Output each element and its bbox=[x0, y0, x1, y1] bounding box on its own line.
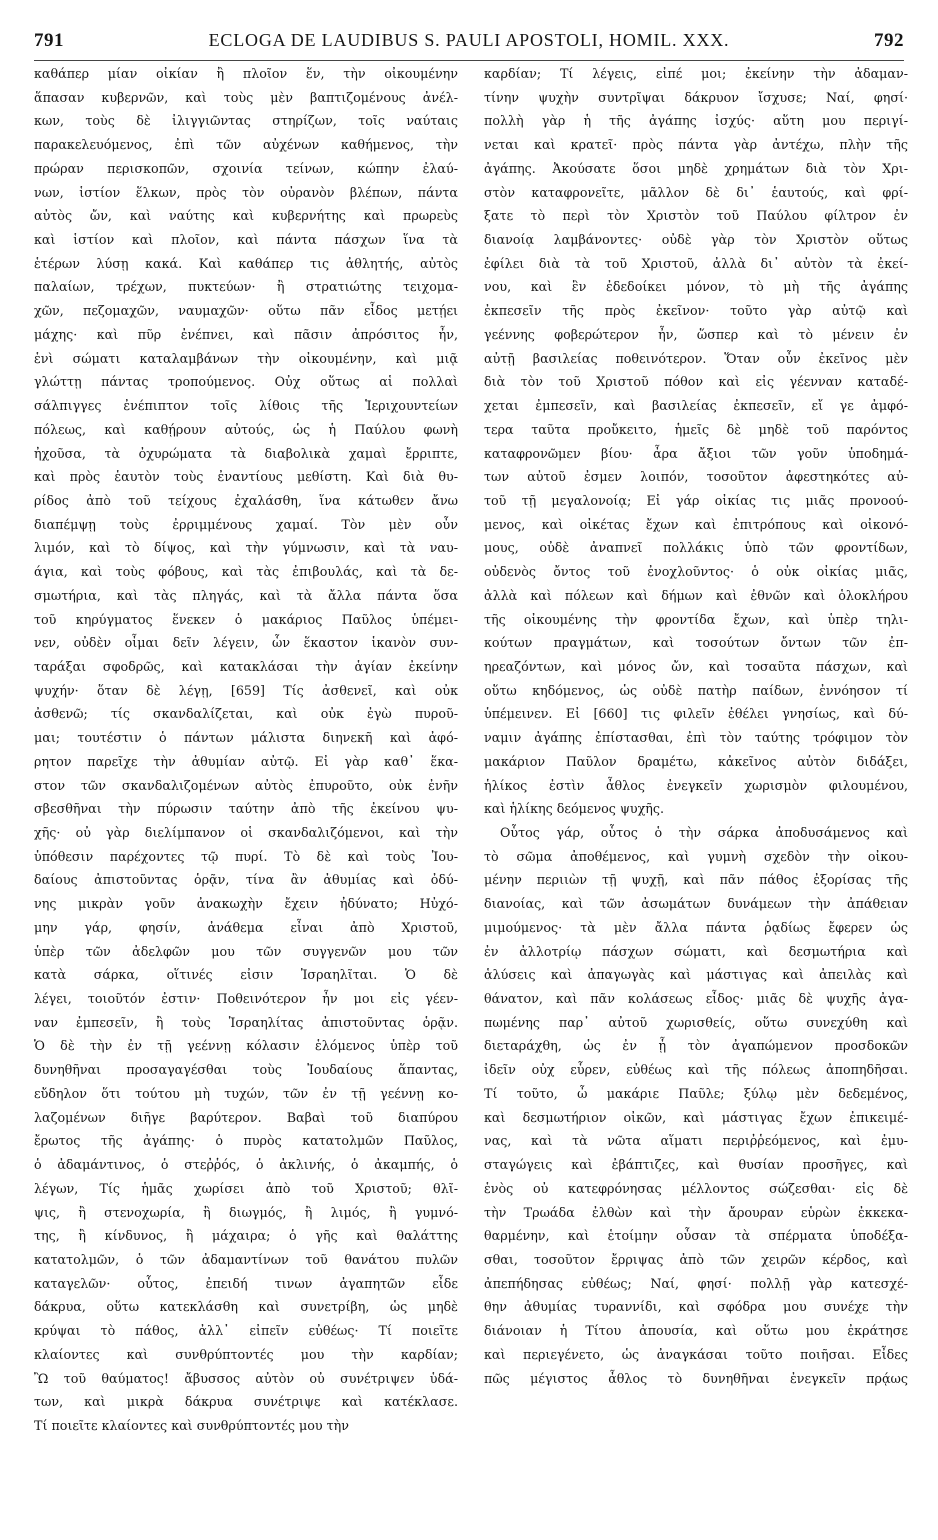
text-line: ναμιν ἀγάπης ἐπίστασθαι, ἐπὶ τὸν ταύτης τρόφιμον τὸν bbox=[484, 730, 908, 746]
text-line: καρδίαν; Τί λέγεις, εἰπέ μοι; ἐκείνην τὴν ἀδαμαν- bbox=[484, 66, 908, 81]
text-line: νεν, οὐδὲν οἶμαι δεῖν λέγειν, ὧν ἕκαστον ἱκανὸν συν- bbox=[34, 635, 458, 651]
text-line: λέγων, Τίς ἡμᾶς χωρίσει ἀπὸ τοῦ Χριστοῦ; θλῖ- bbox=[34, 1180, 458, 1196]
text-line: διανοίας, καὶ τῶν ἀσωμάτων δυνάμεων τὴν ἀπάθειαν bbox=[484, 896, 908, 912]
text-line: καταγελῶν· οὗτος, ἐπειδή τινων ἀγαπητῶν εἶδε bbox=[34, 1275, 458, 1291]
running-header bbox=[34, 30, 904, 61]
text-line: ἀσθενῶ; τίς σκανδαλίζεται, καὶ οὐκ ἐγὼ πυροῦ- bbox=[34, 706, 458, 722]
text-line: ἀλλὰ καὶ πόλεων καὶ δήμων καὶ ἐθνῶν καὶ ὁλοκλήρου bbox=[484, 587, 908, 603]
text-line: άγια, καὶ τοὺς φόβους, καὶ τὰς ἐπιβουλάς, καὶ τὰ δε- bbox=[34, 564, 458, 580]
text-line: πρώραν περισκοπῶν, σχοινία τείνων, κώπην ἐλαύ- bbox=[34, 160, 458, 176]
text-line: Ὢ τοῦ θαύματος! ἄβυσσος αὐτὸν οὐ συνέτριψεν ὑδά- bbox=[34, 1370, 458, 1386]
text-line: λέγει, τοιοῦτόν ἐστιν· Ποθεινότερον ἦν μοι εἰς γέεν- bbox=[34, 991, 458, 1007]
text-line: καὶ ἡλίκης δεόμενος ψυχῆς. bbox=[484, 801, 665, 817]
text-line: καὶ δεσμωτήριον οἰκῶν, καὶ μάστιγας ἔχων ἐπικειμέ- bbox=[484, 1109, 908, 1125]
text-line: διανοίᾳ λαμβάνοντες· οὐδὲ γὰρ τὸν Χριστὸν οὕτως bbox=[484, 232, 908, 248]
text-line: θαρμένην, καὶ ἑτοίμην οὖσαν τὰ σπέρματα ὑποδέξα- bbox=[484, 1228, 908, 1244]
text-line: σάλπιγγες ἐνέπιπτον τοῖς λίθοις τῆς Ἱεριχουντείων bbox=[34, 398, 458, 414]
text-line: ἑνὶ σώματι καταλαμβάνων τὴν οἰκουμένην, καὶ μιᾷ bbox=[34, 350, 458, 366]
text-line: ἐν ἀλλοτρίῳ πάσχων σώματι, καὶ δεσμωτήρια καὶ bbox=[484, 943, 908, 959]
text-line: νας, καὶ τὰ νῶτα αἵματι περιῤῥεόμενος, καὶ ἐμυ- bbox=[484, 1133, 908, 1149]
text-line: των αὐτοῦ ἐσμεν λοιπόν, τοσοῦτον ἀφεστηκότες αὐ- bbox=[484, 469, 908, 485]
text-line: Ὁ δὲ τὴν ἐν τῇ γεέννῃ κόλασιν ἑλόμενος ὑπὲρ τοῦ bbox=[34, 1038, 458, 1054]
text-line: θην ἀθυμίας τυραννίδι, καὶ σφόδρα μου συνέχε τὴν bbox=[484, 1299, 908, 1315]
text-line: οὐδενὸς ὄντος τοῦ ἐνοχλοῦντος· ὁ οὐκ οἰκίας μιᾶς, bbox=[484, 564, 908, 580]
text-line: ἰδεῖν οὐχ εὗρεν, εὐθέως καὶ τῆς πόλεως ἀποπηδῆσαι. bbox=[484, 1062, 908, 1078]
text-line: καταφρονῶμεν βίου· ἆρα ἄξιοι τῶν γοῦν ὑποδημά- bbox=[484, 445, 908, 461]
text-line: ηρεαζόντων, καὶ μόνος ὤν, καὶ τοσαῦτα πάσχων, καὶ bbox=[484, 658, 908, 674]
text-line: παρακελευόμενος, ἐπὶ τῶν αὐχένων καθήμενος, τὴν bbox=[34, 137, 458, 153]
text-line: καθάπερ μίαν οἰκίαν ἢ πλοῖον ἕν, τὴν οἰκουμένην bbox=[34, 66, 458, 81]
text-line: δαίους ἀπιστοῦντας ὁρᾷν, τίνα ἂν ἀθυμίας καὶ ὀδύ- bbox=[34, 872, 458, 888]
text-line: γλώττῃ πάντας τροπούμενος. Οὐχ οὕτως αἱ πολλαὶ bbox=[34, 374, 458, 390]
text-line: μένην περιιὼν τῇ ψυχῇ, καὶ πᾶν πάθος ἐξορίσας τῆς bbox=[484, 872, 908, 888]
text-line: πωμένης παρ᾽ αὐτοῦ χωρισθείς, οὕτω συνεχύθη καὶ bbox=[484, 1014, 908, 1030]
text-line: πολλὴ γὰρ ἡ τῆς ἀγάπης ἰσχύς· αὕτη μου περιγί- bbox=[484, 113, 908, 129]
text-line: μους, οὐδὲ ἀναπνεῖ πολλάκις ὑπὸ τῶν φροντίδων, bbox=[484, 540, 908, 556]
text-line: χῆς· οὐ γὰρ διελίμπανον οἱ σκανδαλιζόμενοι, καὶ τὴν bbox=[34, 825, 458, 840]
text-line: λαζομένων διῆγε βαρύτερον. Βαβαὶ τοῦ διαπύρου bbox=[34, 1109, 458, 1125]
text-line: ἁλύσεις καὶ ἀπαγωγὰς καὶ μάστιγας καὶ ἀπειλὰς καὶ bbox=[484, 967, 908, 983]
text-line: διεταράχθη, ὡς ἐν ᾗ τὸν ἀγαπώμενον προσδοκῶν bbox=[484, 1038, 908, 1054]
text-line: λιμόν, καὶ τὸ δίψος, καὶ τὴν γύμνωσιν, καὶ τὰ ναυ- bbox=[34, 540, 458, 556]
text-line: ἑτέρων λύσῃ κακά. Καὶ καθάπερ τις ἀθλητής, αὐτὸς bbox=[34, 255, 458, 271]
text-line: τὴν Τρωάδα ἐλθὼν καὶ τὴν ἄρουραν εὑρὼν ἐκκεκα- bbox=[484, 1204, 908, 1220]
text-line: καὶ περιεγένετο, ὡς ἀναγκάσαι τοῦτο ποιῆσαι. Εἶδες bbox=[484, 1346, 908, 1362]
text-line: ἀπεπήδησας εὐθέως; Ναί, φησί· πολλῇ γὰρ κατεσχέ- bbox=[484, 1275, 908, 1291]
text-line: παλαίων, τρέχων, πυκτεύων· ἢ στρατιώτης τειχομα- bbox=[34, 279, 458, 295]
text-line: εὔδηλον ὅτι τούτου μὴ τυχών, τῶν ἐν τῇ γεέννῃ κο- bbox=[34, 1085, 458, 1101]
text-line: τοῦ τῇ μεγαλονοίᾳ; Εἰ γάρ οἰκίας τις μιᾶς προνοού- bbox=[484, 492, 908, 508]
text-line: κατατολμῶν, ὁ τῶν ἀδαμαντίνων τοῦ θανάτου πυλῶν bbox=[34, 1251, 458, 1267]
text-line: νων, ἱστίον ἕλκων, πρὸς τὸν οὐρανὸν βλέπων, πάντα bbox=[34, 184, 458, 200]
running-title: ECLOGA DE LAUDIBUS S. PAULI APOSTOLI, HOMIL. XXX. bbox=[208, 30, 730, 50]
text-line: θάνατον, καὶ πᾶν κολάσεως εἶδος· μιᾶς δὲ ψυχῆς ἀγα- bbox=[484, 991, 908, 1007]
text-line: στὸν καταφρονεῖτε, μᾶλλον δὲ δι᾽ ἑαυτούς, καὶ φρί- bbox=[484, 184, 908, 200]
text-line: μαι; τουτέστιν ὁ πάντων μάλιστα διηνεκῆ καὶ ἀφό- bbox=[34, 730, 458, 746]
text-line: πόλεως, καὶ καθῄρουν αὐτούς, ὡς ἡ Παύλου φωνὴ bbox=[34, 421, 458, 437]
text-line: ρητον παρεῖχε τὴν ἀθυμίαν αὐτῷ. Εἰ γὰρ καθ᾽ ἕκα- bbox=[34, 753, 458, 769]
text-line: σθαι, τοσοῦτον ἔρριψας ἀπὸ τῶν χειρῶν κέρδος, καὶ bbox=[484, 1251, 908, 1267]
text-line: ξατε τὸ περὶ τὸν Χριστὸν τοῦ Παύλου φίλτρον ἐν bbox=[484, 208, 908, 224]
text-line: στον τῶν σκανδαλιζομένων αὐτὸς ἐπυροῦτο, οὐκ ἐνῆν bbox=[34, 777, 458, 793]
text-line: ὑπόθεσιν παρέχοντες τῷ πυρί. Τὸ δὲ καὶ τοὺς Ἰου- bbox=[34, 848, 458, 864]
text-line: ἡλίκος ἐστὶν ἆθλος ἐνεγκεῖν χωρισμὸν φιλουμένου, bbox=[484, 777, 908, 793]
text-line: τῆς οἰκουμένης τὴν φροντίδα ἔχων, καὶ ὑπὲρ τηλι- bbox=[484, 611, 908, 627]
text-line: σμωτήρια, καὶ τὰς πληγάς, καὶ τὰ ἄλλα πάντα ὅσα bbox=[34, 587, 458, 603]
text-line: ὁ ἀδαμάντινος, ὁ στεῤῥός, ὁ ἀκλινής, ὁ ἀκαμπής, ὁ bbox=[34, 1157, 458, 1173]
text-line: τίνην ψυχὴν συντρῖψαι δάκρυον ἴσχυσε; Ναί, φησί· bbox=[484, 89, 908, 105]
text-line: νεται καὶ κρατεῖ· πρὸς πάντα γὰρ ἀντέχω, πλὴν τῆς bbox=[484, 137, 908, 153]
left-column bbox=[34, 62, 458, 1438]
text-line: χεται ἐμπεσεῖν, καὶ βασιλείας ἐκπεσεῖν, εἴ γε ἀμφό- bbox=[484, 398, 908, 414]
text-line: μενος, καὶ οἰκέτας ἔχων καὶ ἐπιτρόπους καὶ οἰκονό- bbox=[484, 516, 908, 532]
text-line: νης μικρὰν γοῦν ἀνακωχὴν ἔχειν ἠδύνατο; Ηὐχό- bbox=[34, 896, 458, 912]
text-line: διαπέμψῃ τοὺς ἐρριμμένους χαμαί. Τὸν μὲν οὖν bbox=[34, 516, 458, 532]
text-line: ὑπέμεινεν. Εἰ [660] τις φιλεῖν ἐθέλει γνησίως, καὶ δύ- bbox=[484, 706, 908, 722]
text-line: κατὰ σάρκα, οἵτινές εἰσιν Ἰσραηλῖται. Ὁ δὲ bbox=[34, 967, 458, 983]
text-line: διάνοιαν ἡ Τίτου ἀπουσία, καὶ οὕτω μου ἐκράτησε bbox=[484, 1323, 908, 1339]
text-line: Τί τοῦτο, ὦ μακάριε Παῦλε; ξύλῳ μὲν δεδεμένος, bbox=[484, 1085, 908, 1101]
text-line: καὶ πρὸς ἑαυτὸν τοὺς ἐναντίους μεθίστη. Καὶ διὰ θυ- bbox=[34, 469, 458, 485]
right-column bbox=[484, 62, 908, 1390]
text-line: δυνηθῆναι προσαγαγέσθαι τοὺς Ἰουδαίους ἅπαντας, bbox=[34, 1062, 458, 1078]
page-number-left: 791 bbox=[34, 30, 64, 51]
text-line: ἅπασαν κυβερνῶν, καὶ τοὺς μὲν βαπτιζομένους ἀνέλ- bbox=[34, 89, 458, 105]
text-line: κλαίοντες καὶ συνθρύπτοντές μου τὴν καρδίαν; bbox=[34, 1346, 458, 1362]
text-line: ὑπὲρ τῶν ἀδελφῶν μου τῶν συγγενῶν μου τῶν bbox=[34, 943, 458, 959]
text-line: κων, τοὺς δὲ ἰλιγγιῶντας στηρίζων, τοῖς ναύταις bbox=[34, 113, 458, 129]
text-line: νου, καὶ ἓν ἐδεδοίκει μόνον, τὸ μὴ τῆς ἀγάπης bbox=[484, 279, 908, 295]
text-line: ἐκπεσεῖν τῆς πρὸς ἐκεῖνον· τοῦτο γὰρ αὐτῷ καὶ bbox=[484, 303, 908, 319]
text-line: γεέννης φοβερώτερον ἦν, ὥσπερ καὶ τὸ μένειν ἐν bbox=[484, 326, 908, 342]
text-line: κρύψαι τὸ πάθος, ἀλλ᾽ εἰπεῖν εὐθέως· Τί ποιεῖτε bbox=[34, 1323, 458, 1339]
text-line: οὕτω κηδόμενος, ὡς οὐδὲ πατὴρ παίδων, ἐννόησον τί bbox=[484, 682, 908, 698]
text-line: ρίδος ἀπὸ τοῦ τείχους ἐχαλάσθη, ἵνα κάτωθεν ἄνω bbox=[34, 492, 458, 508]
text-line: δάκρυα, οὕτω κατεκλάσθη καὶ συνετρίβη, ὡς μηδὲ bbox=[34, 1299, 458, 1315]
text-line: κούτων πραγμάτων, καὶ τοσούτων ὄντων τῶν ἐπ- bbox=[484, 635, 908, 651]
text-line: τερα ταῦτα προὔκειτο, ἡμεῖς δὲ μηδὲ τοῦ παρόντος bbox=[484, 421, 908, 437]
text-line: μακάριον Παῦλον δραμέτω, κἀκεῖνος αὐτὸν διδάξει, bbox=[484, 753, 908, 769]
text-line: των, καὶ μικρὰ δάκρυα συνέτριψε καὶ κατέκλασε. bbox=[34, 1394, 458, 1410]
text-line: μάχης· καὶ πῦρ ἐνέπνει, καὶ πᾶσιν ἀπρόσιτος ἦν, bbox=[34, 326, 458, 342]
text-line: Τί ποιεῖτε κλαίοντες καὶ συνθρύπτοντές μου τὴν bbox=[34, 1417, 349, 1433]
text-line: ψυχήν· ὅταν δὲ λέγῃ, [659] Τίς ἀσθενεῖ, καὶ οὐκ bbox=[34, 682, 458, 698]
text-line: ἔρωτος τῆς ἀγάπης· ὁ πυρὸς κατατολμῶν Παῦλος, bbox=[34, 1133, 458, 1149]
text-line: αὐτῇ βασιλείας ποθεινότερον. Ὅταν οὖν ἐκεῖνος μὲν bbox=[484, 350, 908, 366]
text-line: τὸ σῶμα ἀποθέμενος, καὶ γυμνὴ σχεδὸν τὴν οἰκου- bbox=[484, 848, 908, 864]
text-line: ἀγάπης. Ἀκούσατε ὅσοι μηδὲ χρημάτων διὰ τὸν Χρι- bbox=[484, 160, 908, 176]
page-number-right: 792 bbox=[873, 30, 904, 51]
text-line: πῶς μέγιστος ἆθλος τὸ δυνηθῆναι ἐνεγκεῖν πρᾴως bbox=[484, 1370, 908, 1386]
text-line: χῶν, πεζομαχῶν, ναυμαχῶν· οὕτω πᾶν εἶδος μετῄει bbox=[34, 303, 458, 319]
text-line: Οὗτος γάρ, οὗτος ὁ τὴν σάρκα ἀποδυσάμενος καὶ bbox=[500, 825, 908, 840]
text-line: σταγώγεις καὶ ἐβάπτιζες, καὶ θυσίαν προσῆγες, καὶ bbox=[484, 1157, 908, 1173]
text-line: ἠχοῦσα, τὰ ὀχυρώματα τὰ διαβολικὰ χαμαὶ ἔρριπτε, bbox=[34, 445, 458, 461]
text-line: μιμούμενος· τὰ μὲν ἄλλα πάντα ῥᾳδίως ἔφερεν ὡς bbox=[484, 919, 908, 935]
text-line: ἐφίλει διὰ τὰ τοῦ Χριστοῦ, ἀλλὰ δι᾽ αὐτὸν τὰ ἐκεί- bbox=[484, 255, 908, 271]
text-line: αὐτὸς ὤν, καὶ ναύτης καὶ κυβερνήτης καὶ πρωρεὺς bbox=[34, 208, 458, 224]
text-line: μην γάρ, φησίν, ἀνάθεμα εἶναι ἀπὸ Χριστοῦ, bbox=[34, 919, 458, 935]
text-line: καὶ ἱστίον καὶ πλοῖον, καὶ πάντα πάσχων ἵνα τὰ bbox=[34, 232, 458, 248]
text-line: ψις, ἢ στενοχωρία, ἢ διωγμός, ἢ λιμός, ἢ γυμνό- bbox=[34, 1204, 458, 1220]
text-line: ταράξαι σφοδρῶς, καὶ κατακλάσαι τὴν ἁγίαν ἐκείνην bbox=[34, 658, 458, 674]
text-line: διὰ τὸν τοῦ Χριστοῦ πόθον καὶ εἰς γέενναν καταδέ- bbox=[484, 374, 908, 390]
column-gutter bbox=[471, 66, 472, 1522]
text-line: σβεσθῆναι τὴν πύρωσιν ταύτην ἀπὸ τῆς ἐκείνου ψυ- bbox=[34, 801, 458, 817]
text-line: ναν ἐμπεσεῖν, ἢ τοὺς Ἰσραηλίτας ἀπιστοῦντας ὁρᾷν. bbox=[34, 1014, 458, 1030]
text-line: τοῦ κηρύγματος ἕνεκεν ὁ μακάριος Παῦλος ὑπέμει- bbox=[34, 611, 458, 627]
text-line: της, ἢ κίνδυνος, ἢ μάχαιρα; ὁ γῆς καὶ θαλάττης bbox=[34, 1228, 458, 1244]
text-line: ἑνὸς οὐ κατεφρόνησας μέλλοντος σώζεσθαι· εἰς δὲ bbox=[484, 1180, 908, 1196]
